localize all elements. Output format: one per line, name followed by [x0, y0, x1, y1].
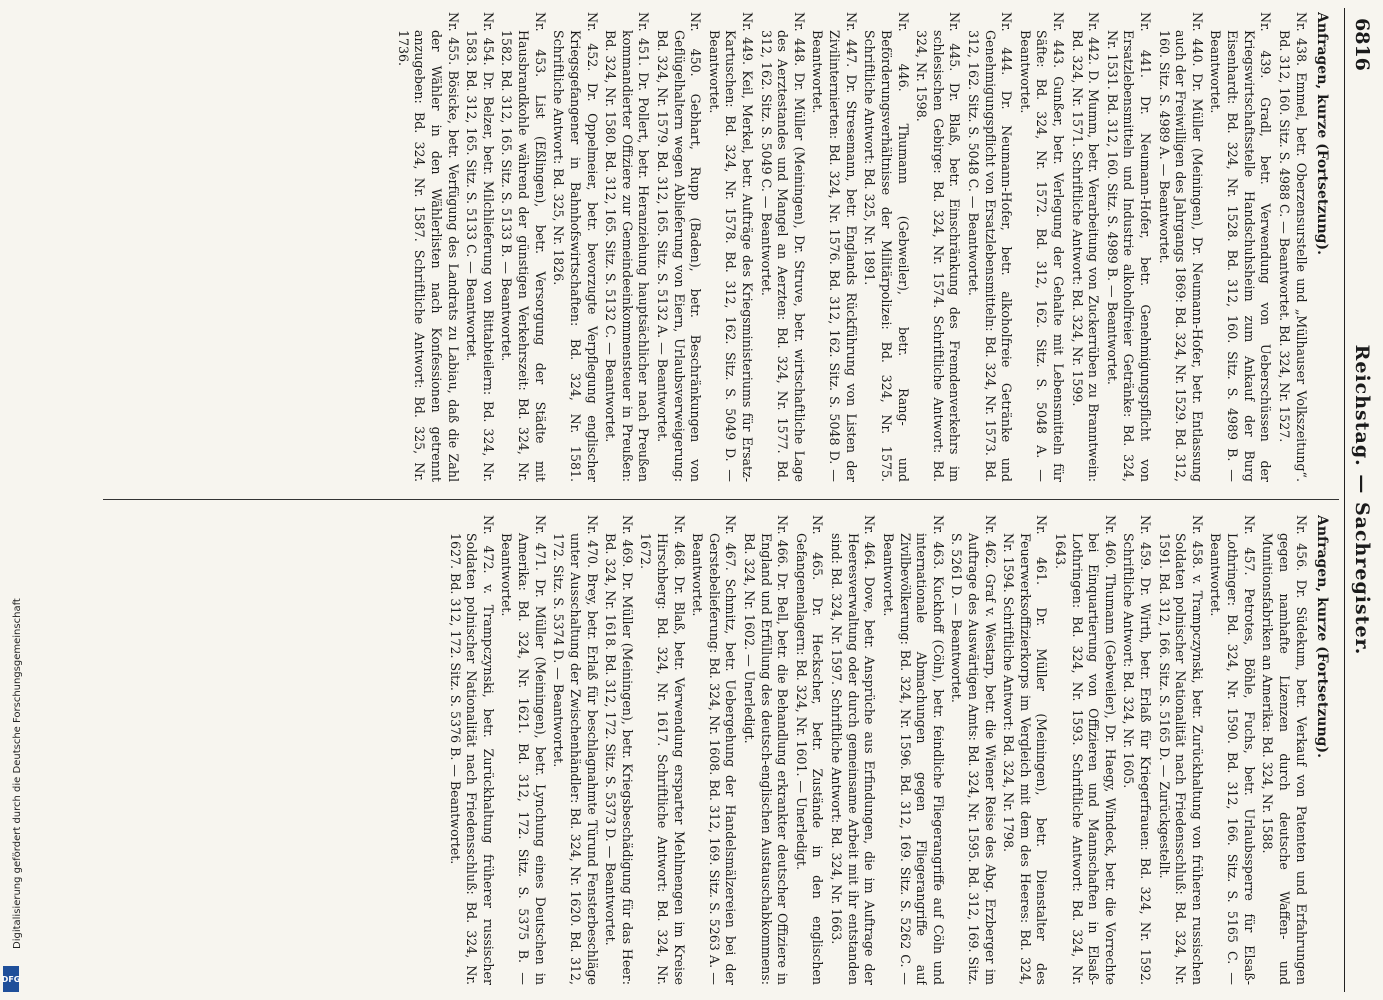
register-entry: Nr. 445. Dr. Blaß, betr. Einschränkung des Fremdenverkehrs im schlesischen Gebirge: Bd. 324, Nr. 1574. Schriftliche Antwort: Bd. 324, Nr. 1598. — [914, 12, 963, 482]
register-entry: Nr. 469. Dr. Müller (Meiningen), betr. Kriegsbeschädigung für das Heer: Bd. 324, Nr. 1618. Bd. 312, 172. Sitz. S. 5373 D. — Beantwortet. — [603, 515, 635, 985]
register-entry: Nr. 468. Dr. Blaß, betr. Verwendung ersparter Mehlmengen im Kreise Hirschberg: Bd. 324, Nr. 1617. Schriftliche Antwort: Bd. 324, Nr. 1672. — [638, 515, 687, 985]
register-entry: Nr. 462. Graf v. Westarp, betr. die Wiener Reise des Abg. Erzberger im Auftrage des Auswärtigen Amts: Bd. 324, Nr. 1595. Bd. 312, 169. Sitz. S. 5261 D. — Beantwortet. — [949, 515, 998, 985]
right-column-heading: Anfragen, kurze (Fortsetzung). — [1314, 515, 1330, 758]
register-entry: Nr. 470. Brey, betr. Erlaß für beschlagnahmte Türund Fensterbeschläge unter Ausschaltung der Zwischenhändler: Bd. 324, Nr. 1620. Bd. 312, 172. Sitz. S. 5374 D. — Beantwortet. — [551, 515, 600, 985]
register-entry: Nr. 461. Dr. Müller (Meiningen), betr. Dienstalter des Feuerwerksoffizierkorps im Vergleich mit dem des Heeres: Bd. 324, Nr. 1594. Schriftliche Antwort: Bd. 324, Nr. 1798. — [1001, 515, 1050, 985]
rotated-page — [87, 0, 1383, 1000]
register-entry: Nr. 438. Emmel, betr. Oberzensurstelle und „Mülhauser Volkszeitung“. Bd. 312, 160. Sitz. S. 4988 C. — Beantwortet. Bd. 324, Nr. 1527. — [1276, 12, 1309, 482]
funding-credit: Digitalisierung gefördert durch die Deutsche Forschungsgemeinschaft — [12, 598, 23, 949]
register-entry: Nr. 465. Dr. Heckscher, betr. Zustände in den englischen Gefangenenlagern: Bd. 324, Nr. 1601. — Unerledigt. — [793, 515, 826, 985]
register-entry: Nr. 464. Dove, betr. Ansprüche aus Erfindungen, die im Auftrage der Heeresverwaltung oder durch gemeinsame Arbeit mit ihr entstanden sind: Bd. 324, Nr. 1597. Schriftliche Antwort: Bd. 324, Nr. 1663. — [829, 515, 878, 985]
column-divider — [103, 499, 1339, 500]
right-column — [95, 515, 1331, 985]
register-entry: Nr. 457. Petrotes, Böhle, Fuchs, betr. Urlaubssperre für Elsaß-Lothringer: Bd. 324, Nr. 1590. Bd. 312, 166. Sitz. S. 5165 C. — Beantwortet. — [1208, 515, 1257, 985]
register-entry: Nr. 455. Bösicke, betr. Verfügung des Landrats zu Labiau, daß die Zahl der Wähler in den Wählerlisten nach Konfessionen getrennt anzugeben: Bd. 324, Nr. 1587. Schriftliche Antwort: Bd. 325, Nr. 1736. — [395, 12, 461, 482]
register-entry: Nr. 460. Thumann (Gebweiler), Dr. Haegy, Windeck, betr. die Vorrechte bei Einquartierung von Offizieren und Mannschaften in Elsaß-Lothringen: Bd. 324, Nr. 1593. Schriftliche Antwort: Bd. 324, Nr. 1643. — [1053, 515, 1118, 985]
register-entry: Nr. 439. Gradl, betr. Verwendung von Ueberschüssen der Kriegswirtschaftsstelle Handschuhsheim zum Ankauf der Burg Eisenhardt: Bd. 324, Nr. 1528. Bd. 312, 160. Sitz. S. 4989 B. — Beantwortet. — [1208, 12, 1274, 482]
register-entry: Nr. 449. Keil, Merkel, betr. Aufträge des Kriegsministeriums für Ersatz-Kartuschen: Bd. 324, Nr. 1578. Bd. 312, 162. Sitz. S. 5049 D. — Beantwortet. — [706, 12, 756, 482]
register-entry: Nr. 442. D. Mumm, betr. Verarbeitung von Zuckerrüben zu Branntwein: Bd. 324, Nr. 1571. Schriftliche Antwort: Bd. 324, Nr. 1599. — [1069, 12, 1102, 482]
register-entry: Nr. 463. Kuckhoff (Cöln), betr. feindliche Fliegerangriffe auf Cöln und internationale Abmachungen gegen Fliegerangriffe auf Zivilbevölkerung: Bd. 324, Nr. 1596. Bd. 312, 169. Sitz. S. 5262 C. — Beantwortet. — [880, 515, 946, 985]
register-entry: Nr. 444. Dr. Neumann-Hofer, betr. alkoholfreie Getränke und Genehmigungspflicht von Ersatzlebensmitteln: Bd. 324, Nr. 1573. Bd. 312, 162. Sitz. S. 5048 C. — Beantwortet. — [965, 12, 1015, 482]
left-column — [95, 12, 1331, 482]
register-entry: Nr. 458. v. Trampczynski, betr. Zurückhaltung von früheren russischen Soldaten polnischer Nationalität nach Friedensschluß: Bd. 324, Nr. 1591. Bd. 312, 166. Sitz. S. 5165 D. — Zurückgestellt. — [1156, 515, 1205, 985]
register-entry: Nr. 450. Gebhart, Rupp (Baden), betr. Beschränkungen von Geflügelhaltern wegen Ablieferung von Eiern, Urlaubsverweigerung: Bd. 324, Nr. 1579. Bd. 312, 165. Sitz. S. 5132 A. — Beantwortet. — [654, 12, 704, 482]
register-entry: Nr. 453. List (Eßlingen), betr. Versorgung der Städte mit Hausbrandkohle während der günstigen Verkehrszeit: Bd. 324, Nr. 1582. Bd. 312, 165. Sitz. S. 5133 B. — Beantwortet. — [499, 12, 548, 482]
left-column-heading: Anfragen, kurze (Fortsetzung). — [1314, 12, 1330, 255]
page-number: 6816 — [1351, 18, 1373, 71]
page-header — [1343, 10, 1377, 990]
register-entry: Nr. 456. Dr. Südekum, betr. Verkauf von Patenten und Erfahrungen gegen namhafte Lizenzen durch deutsche Waffen- und Munitionsfabriken an Amerika: Bd. 324, Nr. 1588. — [1260, 515, 1309, 985]
register-entry: Nr. 466. Dr. Bell, betr. die Behandlung erkrankter deutscher Offiziere in England und Erfüllung des deutsch-englischen Austauschabkommens: Bd. 324, Nr. 1602. — Unerledigt. — [742, 515, 791, 985]
register-entry: Nr. 454. Dr. Belzer, betr. Milchlieferung von Bittabteilern: Bd. 324, Nr. 1583. Bd. 312, 165. Sitz. S. 5133 C. — Beantwortet. — [464, 12, 496, 482]
left-entries — [394, 12, 1308, 482]
register-entry: Nr. 443. Gunßer, betr. Verlegung der Gehalte mit Lebensmitteln für Säfte: Bd. 324, Nr. 1572. Bd. 312, 162. Sitz. S. 5048 A. — Beantwortet. — [1017, 12, 1066, 482]
register-entry: Nr. 459. Dr. Wirth, betr. Erlaß für Kriegerfrauen: Bd. 324, Nr. 1592. Schriftliche Antwort: Bd. 324, Nr. 1605. — [1121, 515, 1154, 985]
register-entry: Nr. 452. Dr. Oppelmeier, betr. bevorzugte Verpflegung englischer Kriegsgefangener in Bahnhofswirtschaften: Bd. 324, Nr. 1581. Schriftliche Antwort: Bd. 325, Nr. 1826. — [551, 12, 600, 482]
dfg-logo: DFG — [3, 966, 19, 992]
right-entries — [446, 515, 1308, 985]
register-entry: Nr. 448. Dr. Müller (Meiningen), Dr. Struve, betr. wirtschaftliche Lage des Aerztestandes und Mangel an Aerzten: Bd. 324, Nr. 1577. Bd. 312, 162. Sitz. S. 5049 C. — Beantwortet. — [758, 12, 807, 482]
register-entry: Nr. 447. Dr. Stresemann, betr. Englands Rückführung von Listen der Zivilinternierten: Bd. 324, Nr. 1576. Bd. 312, 162. Sitz. S. 5048 D. — Beantwortet. — [810, 12, 859, 482]
running-head: Reichstag. — Sachregister. — [1351, 344, 1373, 656]
register-entry: Nr. 446. Thumann (Gebweiler), betr. Rang- und Beförderungsverhältnisse der Militärpolizei: Bd. 324, Nr. 1575. Schriftliche Antwort: Bd. 325, Nr. 1891. — [862, 12, 911, 482]
header-rule — [1344, 8, 1345, 992]
register-entry: Nr. 440. Dr. Müller (Meiningen), Dr. Neumann-Hofer, betr. Entlassung auch der Freiwilligen des Jahrgangs 1869: Bd. 324, Nr. 1529. Bd. 312, 160. Sitz. S. 4989 A. — Beantwortet. — [1156, 12, 1205, 482]
register-entry: Nr. 441. Dr. Neumann-Hofer, betr. Genehmigungspflicht von Ersatzlebensmitteln und Industrie alkoholfreier Getränke: Bd. 324, Nr. 1531. Bd. 312, 160. Sitz. S. 4989 B. — Beantwortet. — [1104, 12, 1154, 482]
digitization-sidebar — [0, 0, 24, 1000]
register-entry: Nr. 472. v. Trampczynski, betr. Zurückhaltung früherer russischer Soldaten polnischer Nationalität nach Friedensschluß: Bd. 324, Nr. 1627. Bd. 312, 172. Sitz. S. 5376 B. — Beantwortet. — [447, 515, 496, 985]
register-entry: Nr. 451. Dr. Pollert, betr. Heranziehung hauptsächlicher nach Preußen kommandierter Offiziere zur Gemeindeeinkommensteuer in Preußen: Bd. 324, Nr. 1580. Bd. 312, 165. Sitz. S. 5132 C. — Beantwortet. — [603, 12, 652, 482]
register-entry: Nr. 471. Dr. Müller (Meiningen), betr. Lynchung eines Deutschen in Amerika: Bd. 324, Nr. 1621. Bd. 312, 172. Sitz. S. 5375 B. — Beantwortet. — [499, 515, 548, 985]
register-entry: Nr. 467. Schmitz, betr. Uebergehung der Handelsmälzereien bei der Gerstebelieferung: Bd. 324, Nr. 1608. Bd. 312, 169. Sitz. S. 5263 A. — Beantwortet. — [690, 515, 739, 985]
